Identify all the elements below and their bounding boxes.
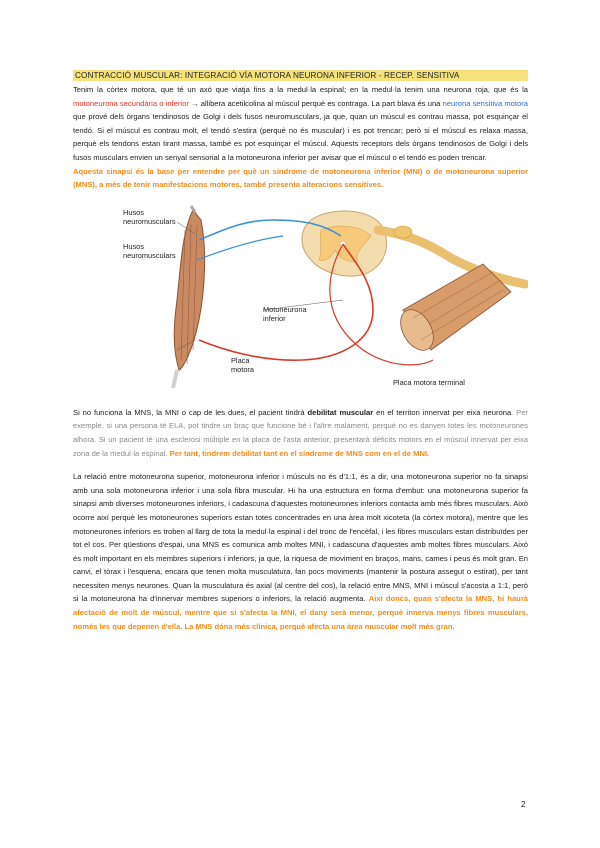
dorsal-root-ganglion (394, 226, 412, 238)
label-placa-motora-terminal: Placa motora terminal (393, 377, 465, 387)
p1-sensitiva-term: neurona sensitiva motora (442, 98, 528, 108)
paragraph-relation (73, 470, 528, 633)
spinal-cord-section (302, 211, 386, 276)
p4-text-a: La relació entre motoneurona superior, motoneurona inferior i músculs no és d'1:1, és a dir, una motoneurona superior no fa sinapsi amb una sola motoneurona inferior i una sola fibra muscular. Hi ha una estructura en forma d'embut: una motoneurona superior fa sinapsi amb diverses motoneurones inferiors, i cadascuna d'aquestes motoneurones inferiors contacta amb més fibres musculars. Això ocorre així perquè les motoneurones superiors estan totes concentrades en una àrea molt xicoteta (la còrtex motora), mentre que les motoneurones inferiors es troben al llarg de tota la medul·la espinal i del tronc de l'encèfal, i les fibres musculars estan distribuïdes per tot el cos. Per qüestions d'espai, una MNS es comunica amb moltes MNI, i cadascuna d'aquestes amb moltes fibres musculars. Això és molt important en els membres superiors i inferiors, ja que, la riquesa de moviment en braços, mans, cames i peus és molt gran. En canvi, el tòrax i l'esquena, encara que tenen molta musculatura, fan pocs moviments (mantenir la postura assegut o estirat), per tant necessiten menys neurones. Quan la musculatura és axial (al centre del cos), la relació entre MNS, MNI i múscul s'acosta a 1:1, però si la motoneurona ha d'innervar membres superiors o inferiors, la relació augmenta. (73, 472, 528, 604)
p3-debilitat-term: debilitat muscular (307, 407, 374, 417)
nerve-fascicle-cylinder (394, 264, 511, 356)
paragraph-mns-mni (73, 406, 528, 460)
reflex-arc-figure (73, 200, 528, 396)
label-motoneurona-inferior: Motoneurona inferior (263, 304, 307, 323)
p3-conclusion: Per tant, tindrem debilitat tant en el síndrome de MNS com en el de MNI. (169, 448, 430, 458)
muscle (173, 206, 205, 388)
p3-text-d: . Per exemple, si una persona té ELA, pot tindre un braç que funcione bé i l'altre malament, perquè no es danyen totes les motoneurones alhora. Si un pacient té una esclerosi múltiple en la placa de l'asta anterior, presentarà dèficits motors en el múscul innervat per eixa zona de la medul·la espinal. (73, 407, 528, 458)
p1-motoneurona-term: motoneurona secundària o inferior (73, 98, 189, 108)
p1-text-a: Tenim la còrtex motora, que té un axó que viatja fins a la medul·la espinal; en la medul·la tenim una neurona roja, que és la (73, 85, 528, 94)
label-placa-motora: Placa motora (231, 355, 255, 374)
reflex-arc-illustration (73, 200, 528, 396)
p3-text-c: en el territori innervat per eixa neurona (373, 407, 512, 417)
label-husos-neuromusculars-2: Husos neuromusculars (123, 241, 176, 260)
section-heading: CONTRACCIÓ MUSCULAR: INTEGRACIÓ VÍA MOTORA NEURONA INFERIOR - RECEP. SENSITIVA (73, 70, 528, 81)
page-content (73, 70, 528, 633)
spinal-nerve (378, 230, 525, 284)
label-husos-neuromusculars-1: Husos neuromusculars (123, 207, 176, 226)
paragraph-synapse-note: Aquesta sinapsi és la base per entendre per què un síndrome de motoneurona inferior (MNI) o de motoneurona superior (MNS), a més de tenir manifestacions motores, també presenta alteracions sensitives. (73, 166, 528, 190)
p4-conclusion: Així doncs, quan s'afecta la MNS, hi haurà afectació de molt de múscul, mentre que si s'afecta la MNI, el dany serà menor, perquè innerva menys fibres musculars, només les que depenen d'ella. La MNS dóna més clínica, perquè afecta una àrea muscular molt més gran. (73, 594, 529, 631)
page-number: 2 (521, 800, 526, 809)
paragraph-intro (73, 83, 528, 165)
p1-text-c: → allibera acetilcolina al múscul perquè es contraga. La part blava és una (188, 98, 443, 108)
p1-text-e: que prové dels òrgans tendinosos de Golgi i dels fusos neuromusculars, ja que, quan un múscul es contrau massa, pot esquinçar el tendó. Si el múscul es contrau molt, el tendó s'estira (perquè no és muscular) i es pot trencar; però si el múscul es relaxa massa, perquè els tendons estan tirant massa, també es pot esquinçar el múscul. Aquests receptors dels òrgans tendinosos de Golgi i dels fusos musculars envien un senyal sensorial a la motoneurona inferior per avisar que el múscul o el tendó es poden trencar. (73, 112, 528, 162)
p3-text-a: Si no funciona la MNS, la MNI o cap de les dues, el pacient tindrà (73, 407, 308, 417)
